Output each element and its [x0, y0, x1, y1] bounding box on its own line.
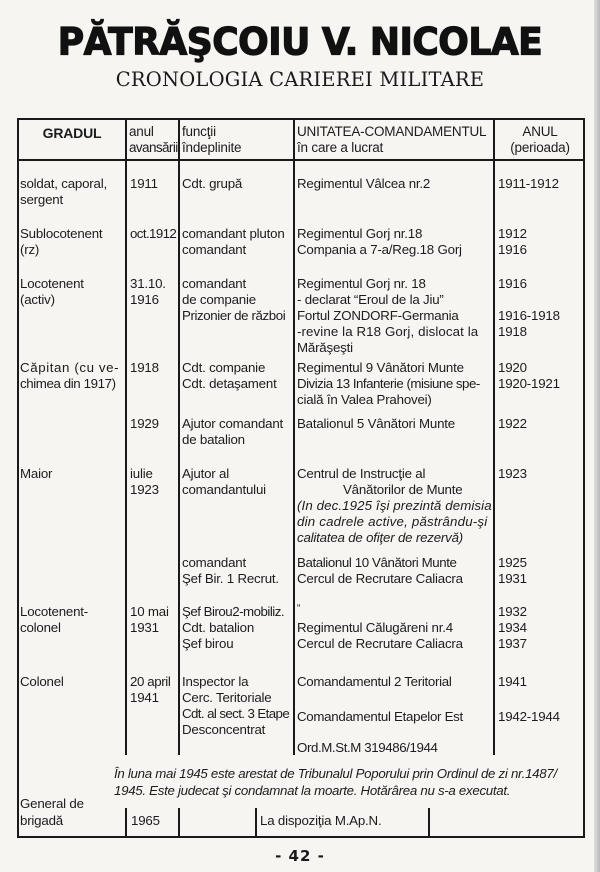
row-2-unitate: Regimentul Gorj nr.18: [297, 226, 423, 241]
scan-edge: [594, 0, 600, 872]
row-3-perioada-3: 1918: [498, 324, 527, 339]
row-4-grad-2: chimea din 1917): [20, 376, 116, 391]
row-4-functie-3: Ajutor comandant: [182, 416, 284, 431]
row-7-unitate-2: Comandamentul Etapelor Est: [297, 709, 463, 724]
row-3-functie-2: de companie: [182, 292, 256, 307]
page-number: - 42 -: [275, 847, 325, 865]
row-3-anul-2: 1916: [130, 292, 159, 307]
row-7-unitate: Comandamentul 2 Teritorial: [297, 674, 452, 689]
header-unitatea: UNITATEA-COMANDAMENTUL: [297, 124, 487, 139]
row-4-perioada-3: 1922: [498, 416, 527, 431]
header-functii: funcţii: [182, 124, 216, 139]
row-3-unitate-3: Fortul ZONDORF-Germania: [297, 308, 459, 323]
row-8-grad: General de: [20, 796, 84, 811]
row-6-perioada: 1932: [498, 604, 527, 619]
row-3-perioada: 1916: [498, 276, 527, 291]
row-4-grad: Căpitan (cu ve-: [20, 360, 120, 375]
row-1-perioada: 1911-1912: [498, 176, 559, 191]
row-4-unitate-3: cială în Valea Prahovei): [297, 392, 432, 407]
row-2-perioada: 1912: [498, 226, 527, 241]
col-divider-1-bottom: [125, 808, 127, 838]
header-perioada: ANUL: [522, 124, 558, 139]
row-7-functie: Inspector la: [182, 674, 249, 689]
row-6-grad: Locotenent-: [20, 604, 89, 619]
row-6-anul-2: 1931: [130, 620, 159, 635]
row-6-unitate-3: Cercul de Recrutare Caliacra: [297, 636, 463, 651]
row-7-unitate-3: Ord.M.St.M 319486/1944: [297, 740, 438, 755]
row-7-grad: Colonel: [20, 674, 64, 689]
row-5-perioada-3: 1931: [498, 571, 527, 586]
row-1-grad-2: sergent: [20, 192, 63, 207]
row-5-anul: iulie: [130, 466, 153, 481]
row-5-note: (In dec.1925 îşi prezintă demisia: [297, 498, 492, 513]
row-6-anul: 10 mai: [130, 604, 169, 619]
row-5-grad: Maior: [20, 466, 53, 481]
header-anul-2: avansării: [129, 140, 178, 155]
row-6-perioada-3: 1937: [498, 636, 527, 651]
row-7-anul: 20 april: [130, 674, 171, 689]
row-3-anul: 31.10.: [130, 276, 166, 291]
row-7-perioada-2: 1942-1944: [498, 709, 560, 724]
row-5-unitate-3: Batalionul 10 Vânători Munte: [297, 555, 457, 570]
row-4-unitate-4: Batalionul 5 Vânători Munte: [297, 416, 455, 431]
header-divider: [17, 159, 585, 161]
row-3-unitate-5: Mărăşeşti: [297, 340, 353, 355]
row-6-perioada-2: 1934: [498, 620, 527, 635]
row-3-perioada-2: 1916-1918: [498, 308, 560, 323]
row-2-anul: oct.1912: [130, 226, 177, 241]
row-3-unitate: Regimentul Gorj nr. 18: [297, 276, 426, 291]
row-6-unitate: “: [297, 603, 301, 614]
col-divider-2: [178, 118, 180, 755]
row-1-anul: 1911: [130, 176, 158, 191]
row-6-functie-3: Şef birou: [182, 636, 234, 651]
row-5-functie-4: Şef Bir. 1 Recrut.: [182, 571, 279, 586]
row-7-functie-4: Desconcentrat: [182, 722, 266, 737]
row-1-functie: Cdt. grupă: [182, 176, 243, 191]
row-4-unitate: Regimentul 9 Vânători Munte: [297, 360, 464, 375]
row-3-grad: Locotenent: [20, 276, 84, 291]
row-3-functie-3: Prizonier de război: [182, 308, 286, 323]
arrest-note-2: 1945. Este judecat şi condamnat la moarte. Hotărârea nu s-a executat.: [114, 783, 511, 798]
row-4-anul-2: 1929: [130, 416, 159, 431]
row-4-unitate-2: Divizia 13 Infanterie (misiune spe-: [297, 376, 480, 391]
row-4-functie-2: Cdt. detaşament: [182, 376, 277, 391]
col-divider-1: [125, 118, 127, 755]
row-5-unitate-2: Vânătorilor de Munte: [343, 482, 463, 497]
row-3-unitate-4: -revine la R18 Gorj, dislocat la: [297, 324, 479, 339]
col-divider-4-bottom: [428, 808, 430, 838]
row-1-grad: soldat, caporal,: [20, 176, 107, 191]
row-7-functie-2: Cerc. Teritoriale: [182, 690, 272, 705]
row-2-perioada-2: 1916: [498, 242, 527, 257]
row-6-functie: Şef Birou2-mobiliz.: [182, 604, 285, 619]
page-title: PĂTRĂŞCOIU V. NICOLAE: [57, 20, 543, 65]
row-5-perioada-2: 1925: [498, 555, 527, 570]
row-2-grad-2: (rz): [20, 242, 40, 257]
row-6-grad-2: colonel: [20, 620, 61, 635]
row-5-unitate: Centrul de Instrucţie al: [297, 466, 426, 481]
row-4-perioada-2: 1920-1921: [498, 376, 560, 391]
row-7-anul-2: 1941: [130, 690, 159, 705]
row-3-functie: comandant: [182, 276, 246, 291]
header-perioada-2: (perioada): [510, 140, 570, 155]
row-8-anul: 1965: [131, 813, 160, 828]
header-anul: anul: [129, 124, 154, 139]
row-2-functie: comandant pluton: [182, 226, 285, 241]
row-5-note-2: din cadrele active, păstrându-şi: [297, 514, 488, 529]
row-1-unitate: Regimentul Vâlcea nr.2: [297, 176, 431, 191]
row-5-anul-2: 1923: [130, 482, 159, 497]
row-2-functie-2: comandant: [182, 242, 246, 257]
row-7-perioada: 1941: [498, 674, 527, 689]
row-5-unitate-4: Cercul de Recrutare Caliacra: [297, 571, 463, 586]
row-8-grad-2: brigadă: [20, 813, 63, 828]
row-5-note-3: calitatea de ofiţer de rezervă): [297, 530, 464, 545]
row-3-unitate-2: - declarat “Eroul de la Jiu”: [297, 292, 444, 307]
col-divider-2-bottom: [178, 808, 180, 838]
row-4-functie: Cdt. companie: [182, 360, 266, 375]
header-gradul: GRADUL: [42, 125, 102, 141]
row-4-perioada: 1920: [498, 360, 527, 375]
row-2-unitate-2: Compania a 7-a/Reg.18 Gorj: [297, 242, 462, 257]
header-functii-2: îndeplinite: [182, 140, 242, 155]
col-divider-3-bottom: [255, 808, 257, 838]
header-unitatea-2: în care a lucrat: [297, 140, 384, 155]
row-2-grad: Sublocotenent: [20, 226, 103, 241]
row-6-unitate-2: Regimentul Călugăreni nr.4: [297, 620, 453, 635]
row-5-perioada: 1923: [498, 466, 527, 481]
row-3-grad-2: (activ): [20, 292, 55, 307]
row-5-functie-3: comandant: [182, 555, 246, 570]
arrest-note: În luna mai 1945 este arestat de Tribunalul Poporului prin Ordinul de zi nr.1487/: [114, 766, 557, 781]
row-6-functie-2: Cdt. batalion: [182, 620, 255, 635]
row-4-anul: 1918: [130, 360, 159, 375]
row-7-functie-3: Cdt. al sect. 3 Etape: [182, 706, 290, 721]
page-subtitle: CRONOLOGIA CARIEREI MILITARE: [115, 68, 485, 91]
col-divider-4: [493, 118, 495, 755]
col-divider-3: [293, 118, 295, 755]
row-5-functie-2: comandantului: [182, 482, 266, 497]
row-4-functie-4: de batalion: [182, 432, 245, 447]
row-5-functie: Ajutor al: [182, 466, 229, 481]
row-8-unitate: La dispoziţia M.Ap.N.: [260, 813, 382, 828]
